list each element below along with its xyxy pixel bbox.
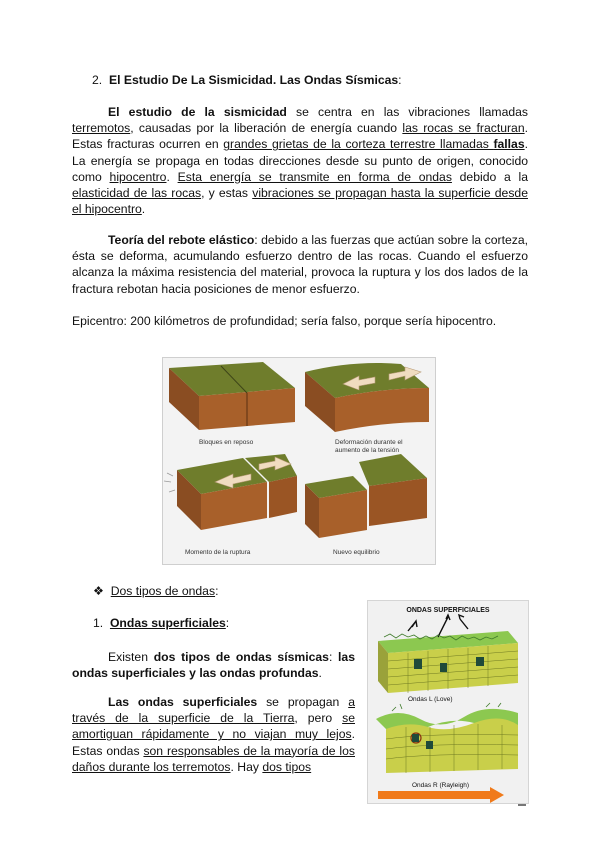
p4-bold-tipos: dos tipos de ondas sísmicas [153, 650, 329, 664]
caption-momento-ruptura: Momento de la ruptura [185, 549, 251, 556]
love-wave-block [378, 615, 518, 693]
caption-deformacion-2: aumento de la tensión [335, 447, 399, 454]
diamond-bullet-icon: ❖ [93, 584, 104, 598]
p1-fallas: fallas [493, 137, 525, 152]
bullet-colon: : [215, 584, 219, 598]
caption-nuevo-equilibrio: Nuevo equilibrio [333, 549, 380, 556]
p5-text: , pero [294, 711, 343, 726]
p5-a-traves: a través de la superficie de la Tierra [72, 695, 355, 726]
label-rayleigh: Ondas R (Rayleigh) [412, 782, 470, 789]
paragraph-existen [72, 649, 355, 681]
figure2-title: ONDAS SUPERFICIALES [406, 607, 490, 614]
page-number-mark [518, 804, 526, 806]
bullet-text: Dos tipos de ondas [110, 584, 216, 598]
p1-text: . [141, 202, 146, 217]
paragraph-rebote-elastico [72, 232, 528, 297]
p5-responsables: son responsables de la mayoría de los daños durante los terremotos [72, 743, 355, 774]
p5-amortiguan: se amortiguan rápidamente y no viajan muy lejos [72, 711, 355, 742]
p4-text: : [328, 650, 339, 664]
section-heading [92, 72, 532, 88]
p1-bold-lead: El estudio de la sismicidad [108, 105, 287, 119]
paragraph-ondas-superficiales [72, 694, 355, 775]
section-title: El Estudio De La Sismicidad. Las Ondas Sísmicas [108, 73, 399, 87]
block-rest [169, 362, 295, 430]
caption-deformacion-1: Deformación durante el [335, 439, 403, 446]
p1-text: , causadas por la liberación de energía cuando [130, 121, 403, 136]
wave-direction-arrow-icon [378, 787, 504, 803]
p5-text: . Hay [230, 759, 263, 774]
p5-text: se propagan [257, 695, 349, 709]
p5-bold-lead: Las ondas superficiales [108, 695, 258, 709]
p4-text: . [318, 666, 322, 681]
section-number: 2. [92, 73, 103, 87]
block-deformation [305, 363, 429, 432]
p1-text: . [166, 169, 178, 184]
p1-hipocentro: hipocentro [109, 169, 167, 184]
p5-dos-tipos: dos tipos [262, 759, 312, 774]
p1-terremotos: terremotos [72, 121, 131, 136]
paragraph-epicentro: Epicentro: 200 kilómetros de profundidad; sería falso, porque sería hipocentro. [72, 314, 497, 328]
surface-waves-diagram [368, 601, 528, 803]
p1-grandes-grietas: grandes grietas de la corteza terrestre llamadas [223, 137, 494, 152]
section-title-colon: : [398, 73, 402, 87]
list-colon: : [225, 616, 230, 630]
p1-vibraciones: vibraciones se propagan hasta la superficie desde el hipocentro [72, 186, 528, 217]
p1-text: , y estas [201, 186, 253, 201]
p4-text: Existen [108, 650, 154, 664]
block-new-equilibrium [305, 454, 427, 538]
p1-energia-ondas: Esta energía se transmite en forma de ondas [177, 169, 452, 184]
paragraph-sismicidad [72, 104, 528, 217]
p2-text: : debido a las fuerzas que actúan sobre la corteza, ésta se deforma, acumulando esfuerzo dentro de las rocas. Cuando el esfuerzo alcanza la máxima resistencia del material, provoca la ruptura y los dos lados de la fractura rebotan hacia posiciones de menor esfuerzo. [72, 233, 528, 296]
p1-rocas-fracturan: las rocas se fracturan [402, 121, 525, 136]
rayleigh-wave-block [376, 703, 518, 773]
p5-text: . Estas ondas [72, 727, 355, 758]
p1-text: . Estas fracturas ocurren en [72, 121, 528, 152]
figure-rebote-elastico [162, 357, 436, 565]
p1-text: . La energía se propaga en todas direcciones desde su punto de origen, conocido como [72, 137, 528, 184]
list-item-ondas-superficiales [93, 615, 353, 631]
rebound-diagram [163, 358, 435, 564]
bullet-dos-tipos [93, 583, 353, 599]
p4-bold-ondas: las ondas superficiales y las ondas profundas [72, 650, 355, 681]
p2-bold-lead: Teoría del rebote elástico [108, 233, 255, 247]
p1-text: se centra en las vibraciones llamadas [286, 105, 529, 119]
label-love: Ondas L (Love) [408, 696, 453, 703]
list-text: Ondas superficiales [109, 616, 226, 630]
p1-text: debido a la [451, 169, 528, 184]
p1-elasticidad: elasticidad de las rocas [72, 186, 202, 201]
figure-ondas-superficiales [367, 600, 529, 804]
caption-bloques-reposo: Bloques en reposo [199, 439, 254, 446]
list-number: 1. [93, 616, 104, 630]
block-rupture [164, 454, 297, 530]
